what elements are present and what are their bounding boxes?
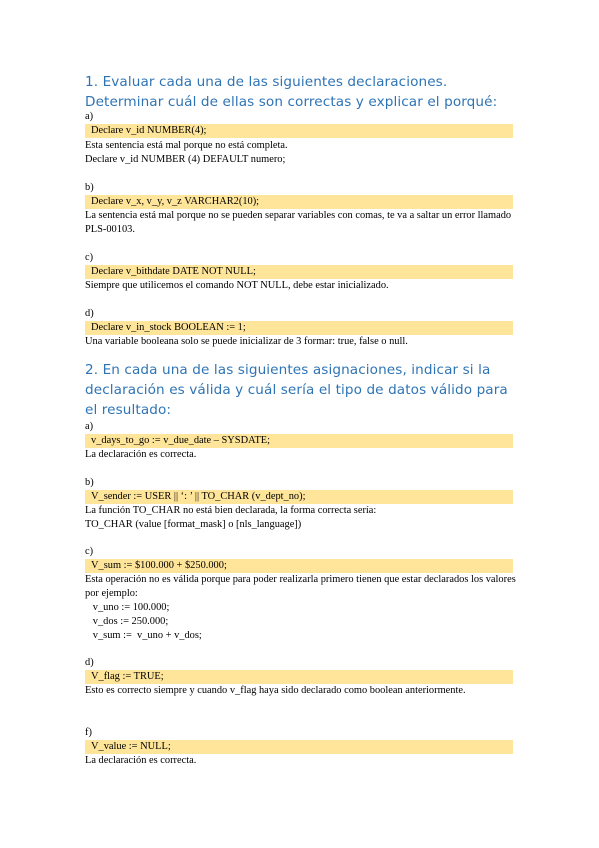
item-1b-code: Declare v_x, v_y, v_z VARCHAR2(10); xyxy=(85,195,513,209)
item-2a-label: a) xyxy=(85,421,94,432)
item-2c-text-2: v_uno := 100.000; xyxy=(85,602,170,613)
item-2d-label: d) xyxy=(85,657,94,668)
item-1a-text-1: Esta sentencia está mal porque no está completa. xyxy=(85,140,288,151)
item-1a-label: a) xyxy=(85,111,94,122)
item-2d-code: V_flag := TRUE; xyxy=(85,670,513,684)
item-2f-label: f) xyxy=(85,727,92,738)
item-2f-code: V_value := NULL; xyxy=(85,740,513,754)
item-2a-code: v_days_to_go := v_due_date – SYSDATE; xyxy=(85,434,513,448)
item-1c-label: c) xyxy=(85,252,94,263)
item-2c-text-3: v_dos := 250.000; xyxy=(85,616,169,627)
item-1a-text-2: Declare v_id NUMBER (4) DEFAULT numero; xyxy=(85,154,286,165)
section-2-heading: 2. En cada una de las siguientes asignaciones, indicar si la declaración es válida y cuál sería el tipo de datos válido para el resultado: xyxy=(85,362,508,418)
item-1d-label: d) xyxy=(85,308,94,319)
item-1d-code: Declare v_in_stock BOOLEAN := 1; xyxy=(85,321,513,335)
item-1c-code: Declare v_bithdate DATE NOT NULL; xyxy=(85,265,513,279)
item-2c-label: c) xyxy=(85,546,94,557)
item-1b-text-1: La sentencia está mal porque no se pueden separar variables con comas, te va a saltar un error llamado PLS-00103. xyxy=(85,210,512,235)
item-2f-text-1: La declaración es correcta. xyxy=(85,755,197,766)
item-2a-text-1: La declaración es correcta. xyxy=(85,449,197,460)
item-2d-text-1: Esto es correcto siempre y cuando v_flag haya sido declarado como boolean anteriormente. xyxy=(85,685,466,696)
section-1-heading: 1. Evaluar cada una de las siguientes declaraciones. Determinar cuál de ellas son correctas y explicar el porqué: xyxy=(85,74,498,110)
item-2b-text-2: TO_CHAR (value [format_mask] o [nls_language]) xyxy=(85,519,302,530)
item-2c-text-1: Esta operación no es válida porque para poder realizarla primero tienen que estar declarados los valores por ejemplo: xyxy=(85,574,516,599)
item-2c-text-4: v_sum := v_uno + v_dos; xyxy=(85,630,202,641)
item-2c-code: V_sum := $100.000 + $250.000; xyxy=(85,559,513,573)
item-1b-label: b) xyxy=(85,182,94,193)
item-2b-text-1: La función TO_CHAR no está bien declarada, la forma correcta sería: xyxy=(85,505,377,516)
item-1d-text-1: Una variable booleana solo se puede inicializar de 3 formar: true, false o null. xyxy=(85,336,408,347)
item-2b-code: V_sender := USER || ‘: ’ || TO_CHAR (v_dept_no); xyxy=(85,490,513,504)
item-1a-code: Declare v_id NUMBER(4); xyxy=(85,124,513,138)
item-1c-text-1: Siempre que utilicemos el comando NOT NULL, debe estar inicializado. xyxy=(85,280,389,291)
item-2b-label: b) xyxy=(85,477,94,488)
